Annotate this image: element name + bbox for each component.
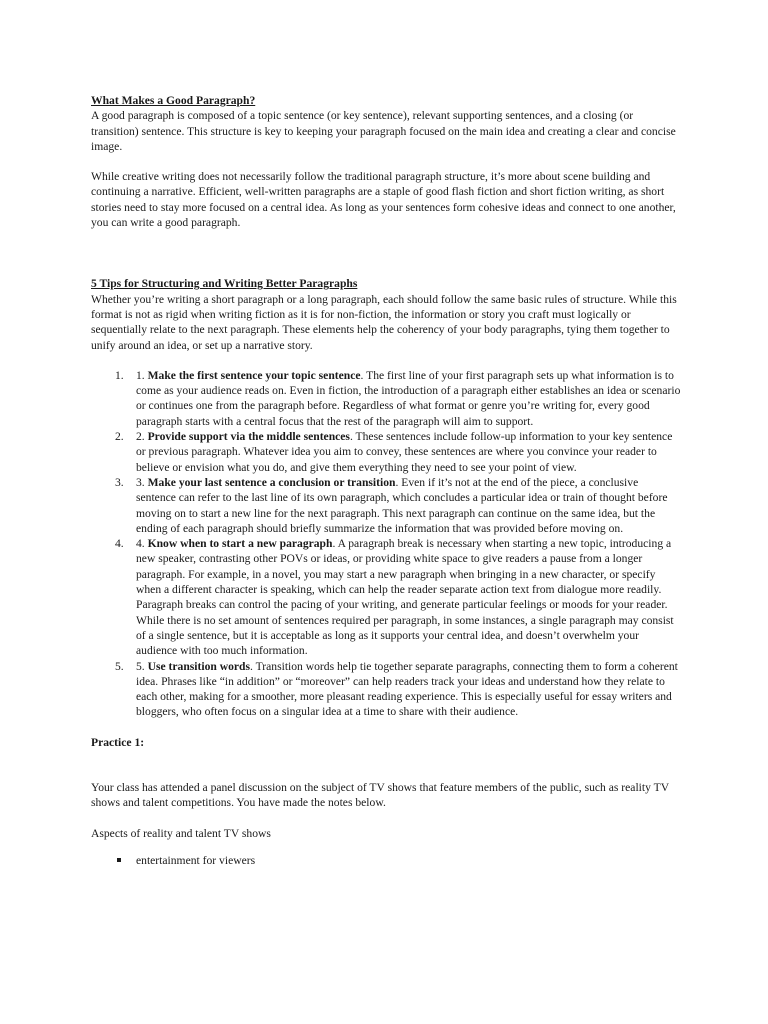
tip-prefix: 2. [136, 430, 148, 444]
tip-prefix: 4. [136, 537, 148, 551]
list-marker: 2. [115, 430, 124, 444]
tip-title: Provide support via the middle sentences [147, 430, 350, 444]
paragraph: A good paragraph is composed of a topic sentence (or key sentence), relevant supporting sentences, and a closing (or transition) sentence. This structure is key to keeping your paragraph focused on the main idea and creating a clear and concise image. [91, 109, 676, 153]
list-item [91, 659, 681, 720]
tip-body: . A paragraph break is necessary when starting a new topic, introducing a new speaker, contrasting other POVs or ideas, or providing white space to give readers a pause from a longer paragraph. For example, in a novel, you may start a new paragraph when bringing in a new character, or specify when a different character is speaking, which can help the reader separate action text from dialogue more readily. Paragraph breaks can control the pacing of your writing, and generate particular feelings or moods for your reader. While there is no set amount of sentences required per paragraph, in some instances, a single paragraph may consist of a single sentence, but it is acceptable as long as it supports your central idea, and doesn’t overwhelm your audience with too much information. [136, 537, 674, 658]
tip-prefix: 3. [136, 475, 148, 489]
tip-title: Know when to start a new paragraph [147, 537, 333, 551]
bullet-text: entertainment for viewers [136, 853, 256, 867]
list-item [91, 368, 681, 429]
list-marker: 4. [115, 537, 124, 551]
list-marker: 1. [115, 368, 124, 382]
tips-list [91, 368, 681, 720]
paragraph: Your class has attended a panel discussion on the subject of TV shows that feature members of the public, such as reality TV shows and talent competitions. You have made the notes below. [91, 780, 669, 810]
tip-title: Make your last sentence a conclusion or transition [147, 475, 396, 489]
list-marker: 5. [115, 659, 124, 673]
paragraph: While creative writing does not necessarily follow the traditional paragraph structure, it’s more about scene building and continuing a narrative. Efficient, well-written paragraphs are a staple of good flash fiction and short fiction writing, as short stories need to stay more focused on a central idea. As long as your sentences form cohesive ideas and connect to one another, you can write a good paragraph. [91, 170, 676, 230]
tip-body: . Transition words help tie together separate paragraphs, connecting them to form a coherent idea. Phrases like “in addition” or “moreover” can help readers track your ideas and understand how they relate to each other, making for a smoother, more pleasant reading experience. This is especially useful for essay writers and bloggers, who often focus on a singular idea at a time to share with their audience. [136, 659, 678, 719]
tip-title: Make the first sentence your topic sentence [147, 368, 361, 382]
paragraph: Whether you’re writing a short paragraph or a long paragraph, each should follow the same basic rules of structure. While this format is not as rigid when writing fiction as it is for non-fiction, the information or story you craft must logically or sequentially relate to the next paragraph. These elements help the coherency of your body paragraphs, tying them together to unify around an idea, or set up a narrative story. [91, 292, 677, 352]
tip-prefix: 5. [136, 659, 148, 673]
paragraph: Aspects of reality and talent TV shows [91, 826, 271, 840]
document-content [91, 93, 681, 868]
bullet-list [91, 853, 681, 868]
list-marker: 3. [115, 475, 124, 489]
list-item [91, 475, 681, 536]
tip-body: . Even if it’s not at the end of the piece, a conclusive sentence can refer to the last line of its own paragraph, which concludes a particular idea or train of thought before moving on to start a new line for the next paragraph. This next paragraph can continue on the same idea, but the ending of each paragraph should briefly summarize the information that was provided before moving on. [136, 475, 668, 535]
list-item [91, 536, 681, 658]
section-heading: What Makes a Good Paragraph? [91, 94, 256, 107]
tip-prefix: 1. [136, 368, 148, 382]
list-item [91, 853, 681, 868]
tip-body: . The first line of your first paragraph sets up what information is to come as your audience reads on. Even in fiction, the introduction of a paragraph either establishes an idea or scenario or continues one from the paragraph before. Regardless of what format or genre you’re writing for, every good paragraph starts with a central focus that the rest of the paragraph will aim to support. [136, 368, 681, 428]
square-bullet-icon [117, 858, 121, 862]
section-heading: 5 Tips for Structuring and Writing Better Paragraphs [91, 277, 358, 291]
tip-body: . These sentences include follow-up information to your key sentence or previous paragraph. Whatever idea you aim to convey, these sentences are where you convince your reader to believe or envision what you do, and give them everything they need to see your point of view. [136, 430, 673, 474]
practice-title: Practice 1: [91, 735, 145, 749]
list-item [91, 429, 681, 475]
tip-title: Use transition words [147, 659, 251, 673]
